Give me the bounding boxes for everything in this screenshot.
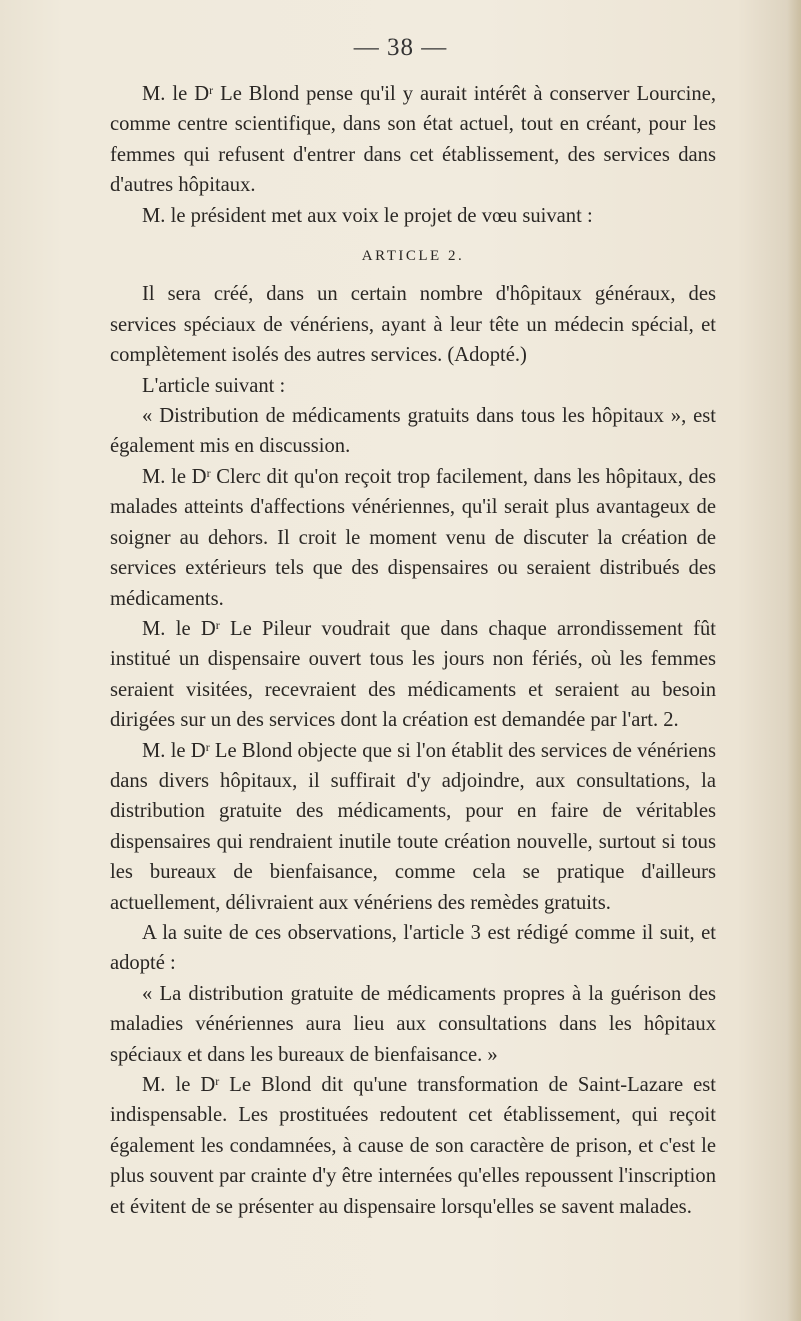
paragraph — [110, 736, 716, 918]
text-run: « La distribution gratuite de médicaments propres à la guérison des maladies vénériennes aura lieu aux consultations dans les hôpitaux spéciaux et dans les bureaux de bienfaisance. » — [110, 982, 716, 1066]
text-run: A la suite de ces observations, l'article 3 est rédigé comme il suit, et adopté : — [110, 921, 716, 975]
body-text — [110, 79, 716, 1222]
text-run: M. le D — [142, 465, 207, 488]
text-run: M. le D — [142, 739, 206, 762]
text-run: M. le D — [142, 1074, 216, 1096]
text-run: M. le président met aux voix le projet de vœu suivant : — [142, 204, 593, 227]
paragraph — [110, 279, 716, 370]
article-heading — [110, 241, 716, 271]
text-run: Clerc dit qu'on reçoit trop facilement, dans les hôpitaux, des malades atteints d'affections vénériennes, qu'il serait plus avantageux de soigner au dehors. Il croit le moment venu de discuter la création de services extérieurs tels que des dispensaires ou seraient distribués des médicaments. — [110, 465, 716, 610]
page-number: — 38 — — [353, 34, 448, 61]
superscript: r — [215, 1074, 220, 1088]
text-run: Le Blond objecte que si l'on établit des services de vénériens dans divers hôpitaux, il suffirait d'y adjoindre, aux consultations, la distribution gratuite des médicaments, pour en faire de véritables dispensaires qui rendraient inutile toute création nouvelle, surtout si tous les bureaux de bienfaisance, comme cela se pratique d'ailleurs actuellement, délivraient aux vénériens des remèdes gratuits. — [110, 739, 716, 914]
text-run: ARTICLE 2. — [361, 248, 465, 265]
paragraph — [110, 979, 716, 1070]
text-run: L'article suivant : — [142, 374, 286, 397]
paragraph — [110, 462, 716, 614]
paragraph — [110, 918, 716, 979]
paragraph — [110, 401, 716, 462]
paragraph — [110, 201, 716, 231]
text-run: Il sera créé, dans un certain nombre d'hôpitaux généraux, des services spéciaux de vénériens, ayant à leur tête un médecin spécial, et complètement isolés des autres services. (Adopté.) — [110, 283, 716, 367]
text-run: « Distribution de médicaments gratuits dans tous les hôpitaux », est également mis en discussion. — [110, 405, 716, 458]
paragraph — [110, 1070, 716, 1222]
text-run: Le Blond pense qu'il y aurait intérêt à conserver Lourcine, comme centre scientifique, dans son état actuel, tout en créant, pour les femmes qui refusent d'entrer dans cet établissement, des services dans d'autres hôpitaux. — [110, 83, 716, 197]
paragraph — [110, 79, 716, 201]
text-run: Le Pileur voudrait que dans chaque arrondissement fût institué un dispensaire ouvert tous les jours non fériés, où les femmes seraient visitées, recevraient des médicaments et seraient au besoin dirigées sur un des services dont la création est demandée par l'art. 2. — [110, 617, 716, 732]
page-edge-shadow — [787, 0, 801, 1321]
superscript: r — [215, 617, 220, 632]
superscript: r — [206, 465, 211, 480]
text-run: M. le D — [142, 617, 216, 640]
superscript: r — [205, 739, 210, 754]
text-run: Le Blond dit qu'une transformation de Saint-Lazare est indispensable. Les prostituées redoutent cet établissement, qui reçoit également les condamnées, à cause de son caractère de prison, et c'est le plus souvent par crainte d'y être internées qu'elles repoussent l'inscription et évitent de se présenter au dispensaire lorsqu'elles se savent malades. — [110, 1074, 717, 1218]
paragraph — [110, 614, 716, 736]
paragraph — [110, 371, 716, 401]
superscript: r — [209, 83, 214, 97]
text-run: M. le D — [142, 83, 210, 105]
